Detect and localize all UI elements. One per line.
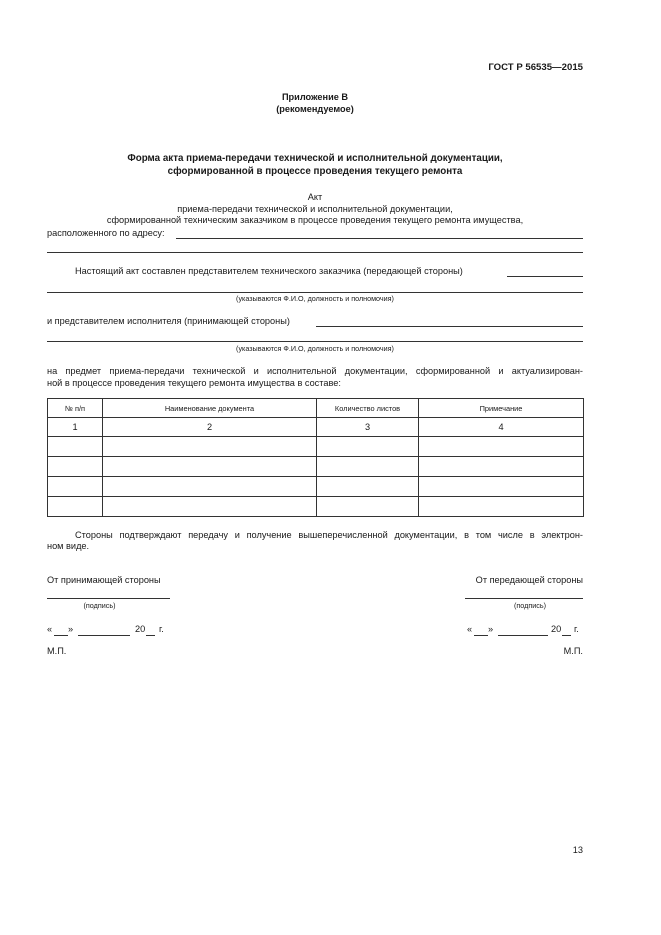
customer-rep-line-2 <box>47 292 583 293</box>
table-cell <box>48 477 103 497</box>
transferring-party-label: От передающей стороны <box>475 575 583 585</box>
table-cell <box>317 437 419 457</box>
page-number: 13 <box>572 845 583 855</box>
table-cell <box>48 437 103 457</box>
form-title-line1: Форма акта приема-передачи технической и исполнительной документации, <box>127 153 503 164</box>
date-month-line <box>78 635 130 636</box>
column-number: 4 <box>419 418 584 437</box>
receiving-stamp: М.П. <box>47 646 67 656</box>
table-row <box>48 457 584 477</box>
act-line2: приема-передачи технической и исполнительной документации, <box>177 204 453 214</box>
form-title-line2: сформированной в процессе проведения текущего ремонта <box>167 166 463 177</box>
act-word: Акт <box>307 192 323 202</box>
composed-by-text: Настоящий акт составлен представителем технического заказчика (передающей стороны) <box>75 266 463 276</box>
table-cell <box>103 497 317 517</box>
table-header-row <box>48 399 584 418</box>
column-number: 1 <box>48 418 103 437</box>
table-cell <box>103 457 317 477</box>
column-number: 2 <box>103 418 317 437</box>
executor-line <box>316 326 583 327</box>
date-open-quote: « <box>467 624 473 634</box>
address-label: расположенного по адресу: <box>47 228 165 238</box>
hint-executor: (указываются Ф.И.О, должность и полномочия) <box>236 344 394 353</box>
table-cell <box>419 477 584 497</box>
subject-line2: ной в процессе проведения текущего ремонта имущества в составе: <box>47 378 341 388</box>
standard-number: ГОСТ Р 56535—2015 <box>488 62 583 73</box>
appendix-title: Приложение В <box>281 92 349 102</box>
date-year-prefix: 20 <box>135 624 146 634</box>
column-number: 3 <box>317 418 419 437</box>
confirmation-line1: Стороны подтверждают передачу и получение вышеперечисленной документации, в том числе в электрон- <box>75 530 583 540</box>
table-row <box>48 437 584 457</box>
date-open-quote: « <box>47 624 53 634</box>
date-day-line <box>54 635 68 636</box>
table-row <box>48 497 584 517</box>
executor-line-2 <box>47 341 583 342</box>
date-year-suffix: г. <box>574 624 579 634</box>
table-cell <box>419 437 584 457</box>
table-cell <box>48 457 103 477</box>
header-number: № п/п <box>48 399 103 418</box>
date-month-line <box>498 635 548 636</box>
transferring-signature-hint: (подпись) <box>514 601 546 610</box>
date-year-line <box>562 635 571 636</box>
executor-text: и представителем исполнителя (принимающей стороны) <box>47 316 290 326</box>
documents-table <box>47 398 584 517</box>
table-cell <box>317 457 419 477</box>
header-document-name: Наименование документа <box>103 399 317 418</box>
date-close-quote: » <box>488 624 494 634</box>
table-cell <box>103 477 317 497</box>
table-cell <box>317 497 419 517</box>
address-line <box>176 238 583 239</box>
transferring-date <box>467 624 587 638</box>
header-sheet-count: Количество листов <box>317 399 419 418</box>
appendix-subtitle: (рекомендуемое) <box>276 104 354 114</box>
date-day-line <box>474 635 488 636</box>
column-numbers-row <box>48 418 584 437</box>
customer-rep-line <box>507 276 583 277</box>
date-year-suffix: г. <box>159 624 164 634</box>
table-cell <box>419 457 584 477</box>
transferring-stamp: М.П. <box>563 646 583 656</box>
table-row <box>48 477 584 497</box>
receiving-date <box>47 624 177 638</box>
header-note: Примечание <box>419 399 584 418</box>
date-year-line <box>146 635 155 636</box>
table-cell <box>419 497 584 517</box>
date-year-prefix: 20 <box>551 624 562 634</box>
receiving-signature-line <box>47 598 170 599</box>
table-cell <box>48 497 103 517</box>
table-cell <box>317 477 419 497</box>
table-cell <box>103 437 317 457</box>
hint-customer: (указываются Ф.И.О, должность и полномочия) <box>236 294 394 303</box>
receiving-signature-hint: (подпись) <box>83 601 116 610</box>
confirmation-line2: ном виде. <box>47 541 90 551</box>
act-line3: сформированной техническим заказчиком в процессе проведения текущего ремонта имущества, <box>106 215 524 225</box>
date-close-quote: » <box>68 624 74 634</box>
address-line-2 <box>47 252 583 253</box>
transferring-signature-line <box>465 598 583 599</box>
receiving-party-label: От принимающей стороны <box>47 575 161 585</box>
subject-line1: на предмет приема-передачи технической и исполнительной документации, сформированной и актуализирован- <box>47 366 583 376</box>
